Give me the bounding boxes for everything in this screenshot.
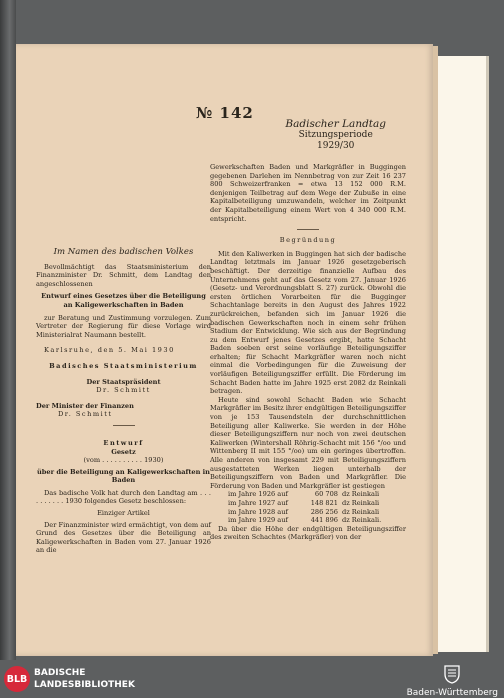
row-value: 148 821 [310, 498, 338, 507]
law-date-line: (vom . . . . . . . . . . 1930) [83, 456, 164, 465]
finance-title: Der Minister der Finanzen [36, 401, 134, 410]
article-text: Der Finanzminister wird ermächtigt, von dem auf Grund des Gesetzes über die Beteiligung an Kaligewerkschaften in Baden vom 27. Januar 1926 an die [36, 520, 211, 555]
president-title: Der Staatspräsident [86, 377, 161, 386]
gesetz-heading: Gesetz [111, 447, 136, 456]
row-value: 60 708 [314, 490, 338, 499]
begruendung-p2: Heute sind sowohl Schacht Baden wie Schacht Markgräfler im Besitz ihrer endgültigen Beteiligungsziffer von je 153 Tausendsteln der durchschnittlichen Beteiligung aller Kaliwerke. Sie werden in der Höhe dieser Beteiligungsziffern nur noch von zwei deutschen Kaliwerken (Wintershall Röhrig-Schacht mit 156 °/oo und Wittenberg II mit 155 °/oo) um ein geringes übertroffen. Alle anderen von insgesamt 229 mit Beteiligungsziffern ausgestatteten Werken liegen unterhalb der Beteiligungsziffern von Baden und Markgräfler. Die Förderung von Baden und Markgräfler ist gestiegen [210, 395, 406, 490]
row-value: 286 256 [310, 507, 338, 516]
blb-logo: BLB [4, 666, 30, 692]
separator-rule [113, 425, 135, 426]
color-card-shadow [486, 56, 489, 652]
landtag-header [285, 119, 386, 152]
region-name: Baden-Württemberg [406, 688, 498, 698]
region-badge [407, 664, 498, 698]
library-line1: BADISCHE [34, 668, 86, 678]
document-page [16, 44, 433, 656]
preamble: Das badische Volk hat durch den Landtag am . . . . . . . . . . 1930 folgendes Gesetz beschlossen: [36, 488, 211, 506]
entwurf-heading: Entwurf [103, 438, 144, 447]
library-name [34, 667, 135, 691]
separator-rule-right [297, 229, 319, 230]
row-label: im Jahre 1926 auf [228, 490, 288, 499]
row-unit: dz Reinkali [342, 507, 380, 516]
row-label: im Jahre 1929 auf [228, 516, 288, 525]
production-row [210, 490, 406, 499]
left-heading: Im Namen des badischen Volkes [53, 247, 194, 257]
begruendung-heading: Begründung [279, 236, 337, 245]
library-line2: LANDESBIBLIOTHEK [34, 680, 135, 690]
left-intro2: zur Beratung und Zustimmung vorzulegen. Zum Vertreter der Regierung für diese Vorlage wird Ministerialrat Naumann bestellt. [36, 313, 211, 339]
row-unit: dz Reinkali. [342, 516, 382, 525]
right-top-text: Gewerkschaften Baden und Markgräfler in Buggingen gegebenen Darlehen im Nennbetrag von zur Zeit 16 237 800 Schweizerfranken = etwa 13 152 000 R.M. denjenigen Teilbetrag auf dem Wege der Zubuße in eine Kapitalbeteiligung umzuwandeln, welcher im Zeitpunkt der Kapitalbeteiligung einem Wert von 4 340 000 R.M. entspricht. [210, 163, 406, 223]
document-number: № 142 [196, 104, 254, 122]
crest-icon [443, 664, 461, 684]
landtag-title: Badischer Landtag [285, 118, 386, 130]
book-binding [0, 0, 16, 660]
begruendung-p3: Da über die Höhe der endgültigen Beteiligungsziffer des zweiten Schachtes (Markgräfler) von der [210, 524, 406, 542]
place-date: Karlsruhe, den 5. Mai 1930 [44, 346, 175, 355]
production-row [210, 499, 406, 508]
row-value: 441 896 [310, 516, 338, 525]
finance-name: Dr. Schmitt [58, 410, 113, 419]
row-unit: dz Reinkali [342, 490, 380, 499]
row-label: im Jahre 1928 auf [228, 507, 288, 516]
president-name: Dr. Schmitt [96, 386, 151, 395]
landtag-session: Sitzungsperiode [298, 130, 373, 140]
left-intro: Bevollmächtigt das Staatsministerium den Finanzminister Dr. Schmitt, dem Landtag den angeschlossenen [36, 262, 211, 288]
law-title: über die Beteiligung an Kaligewerkschaften in Baden [37, 467, 210, 485]
row-label: im Jahre 1927 auf [228, 498, 288, 507]
color-card [438, 56, 486, 652]
landtag-year: 1929/30 [317, 141, 355, 151]
article-heading: Einziger Artikel [97, 509, 150, 518]
production-row [210, 516, 406, 525]
right-column [210, 163, 406, 542]
production-row [210, 508, 406, 517]
left-column [36, 244, 211, 555]
ministry: Badisches Staatsministerium [49, 361, 198, 370]
row-unit: dz Reinkali [342, 498, 380, 507]
begruendung-p1: Mit den Kaliwerken in Buggingen hat sich der badische Landtag letztmals im Januar 1926 gesetzgeberisch beschäftigt. Der derzeitige finanzielle Aufbau des Unternehmens geht auf das Gesetz vom 27. Januar 1926 (Gesetz- und Verordnungsblatt S. 27) zurück. Obwohl die ersten örtlichen Vorarbeiten für die Bugginger Schachtanlage bereits in den August des Jahres 1922 zurückreichen, befanden sich im Januar 1926 die badischen Gewerkschaften noch in einem sehr frühen Stadium der Entwicklung. Wie sich aus der Begründung zu dem Entwurf jenes Gesetzes ergibt, hatte Schacht Baden soeben erst seine vorläufige Beteiligungsziffer erhalten; für Schacht Markgräfler waren noch nicht einmal die Vorbedingungen für die Zuweisung der vorläufigen Beteiligungsziffer erfüllt. Die Förderung im Schacht Baden hatte im Jahre 1925 erst 2082 dz Reinkali betragen. [210, 249, 406, 396]
draft-title: Entwurf eines Gesetzes über die Beteiligung an Kaligewerkschaften in Baden [41, 292, 206, 309]
